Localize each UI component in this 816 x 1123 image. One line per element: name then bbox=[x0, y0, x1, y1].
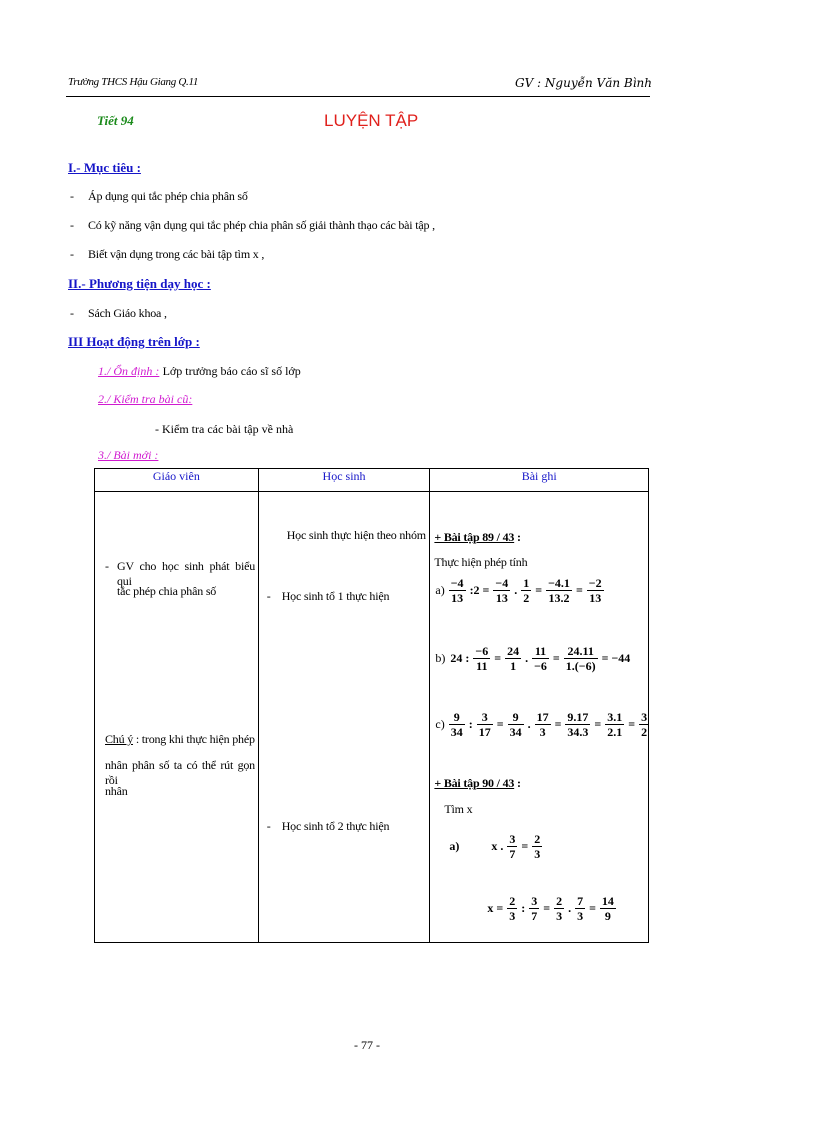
equation-a: a) $\frac{-4}{13}$ :2 = $\frac{-4}{13}$ . $\frac{1}{2}$ = $\frac{-4.1}{13.2}$ = $\frac{-2}{13}$ bbox=[435, 576, 602, 605]
step3-label: 3./ Bài mới : bbox=[98, 448, 159, 462]
student-group-text: Học sinh thực hiện theo nhóm bbox=[286, 528, 426, 542]
material-item: - Sách Giáo khoa , bbox=[70, 306, 167, 320]
exercise-90-title: + Bài tập 90 / 43 : bbox=[434, 776, 521, 790]
lesson-title: LUYỆN TẬP bbox=[324, 111, 419, 130]
notes-cell bbox=[430, 492, 649, 943]
exercise-90-instruction: Tìm x bbox=[444, 802, 473, 816]
student-cell bbox=[258, 492, 430, 943]
student-step-1: - Học sinh tổ 1 thực hiện bbox=[266, 589, 390, 603]
teacher-note-line1 bbox=[105, 732, 255, 747]
col-header-student: Học sinh bbox=[258, 469, 430, 492]
equation-c: c) $\frac{9}{34}$ : $\frac{3}{17}$ = $\frac{9}{34}$ . $\frac{17}{3}$ = $\frac{9.17}{34.3}$ = $\frac{3.1}{2.1}$ = $\frac{3}{2}$ bbox=[435, 710, 648, 739]
equation-x-given: a) x . $\frac{3}{7}$ = $\frac{2}{3}$ bbox=[449, 832, 541, 861]
objective-item: - Áp dụng qui tắc phép chia phân số bbox=[70, 189, 248, 203]
lesson-number: Tiết 94 bbox=[97, 113, 134, 128]
materials-heading: II.- Phương tiện dạy học : bbox=[68, 276, 211, 291]
step2-text: - Kiểm tra các bài tập về nhà bbox=[155, 422, 294, 436]
student-step-2: - Học sinh tổ 2 thực hiện bbox=[266, 819, 390, 833]
step1-text: Lớp trưởng báo cáo sĩ số lớp bbox=[162, 364, 301, 378]
objective-item: - Biết vận dụng trong các bài tập tìm x , bbox=[70, 247, 265, 261]
step1-label: 1./ Ổn định : bbox=[98, 364, 160, 378]
teacher-item-line2: tắc phép chia phân số bbox=[117, 584, 217, 598]
bullet-dash: - bbox=[105, 559, 109, 573]
activity-step-1 bbox=[98, 363, 301, 379]
exercise-89-title: + Bài tập 89 / 43 : bbox=[434, 530, 521, 544]
col-header-notes: Bài ghi bbox=[430, 469, 649, 492]
school-name: Trường THCS Hậu Giang Q.11 bbox=[68, 76, 199, 88]
teacher-name: GV : Nguyễn Văn Bình bbox=[514, 76, 652, 90]
teacher-note-line2: nhân phân số ta có thể rút gọn rồi bbox=[105, 758, 255, 787]
note-text: : trong khi thực hiện phép bbox=[135, 732, 255, 746]
teacher-item-line1: GV cho học sinh phát biểu qui bbox=[117, 559, 255, 588]
equation-b: b) 24 : $\frac{-6}{11}$ = $\frac{24}{1}$ . $\frac{11}{-6}$ = $\frac{24.11}{1.(-6)}$ = −44 bbox=[435, 644, 631, 673]
table-row bbox=[95, 492, 649, 943]
activities-heading: III Hoạt động trên lớp : bbox=[68, 334, 200, 349]
page-number: - 77 - bbox=[354, 1038, 380, 1052]
table-header-row bbox=[95, 469, 649, 492]
step2-label: 2./ Kiểm tra bài cũ: bbox=[98, 392, 193, 406]
equation-x-solution: x = $\frac{2}{3}$ : $\frac{3}{7}$ = $\frac{2}{3}$ . $\frac{7}{3}$ = $\frac{14}{9}$ bbox=[487, 894, 614, 923]
objectives-heading: I.- Mục tiêu : bbox=[68, 160, 141, 175]
col-header-teacher: Giáo viên bbox=[95, 469, 259, 492]
exercise-89-instruction: Thực hiện phép tính bbox=[434, 555, 528, 569]
note-label: Chú ý bbox=[105, 732, 134, 746]
teacher-note-line3: nhân bbox=[105, 784, 128, 798]
teacher-cell bbox=[95, 492, 259, 943]
lesson-table bbox=[94, 468, 649, 943]
header-divider bbox=[66, 96, 650, 97]
objective-item: - Có kỹ năng vận dụng qui tắc phép chia phân số giải thành thạo các bài tập , bbox=[70, 218, 435, 232]
